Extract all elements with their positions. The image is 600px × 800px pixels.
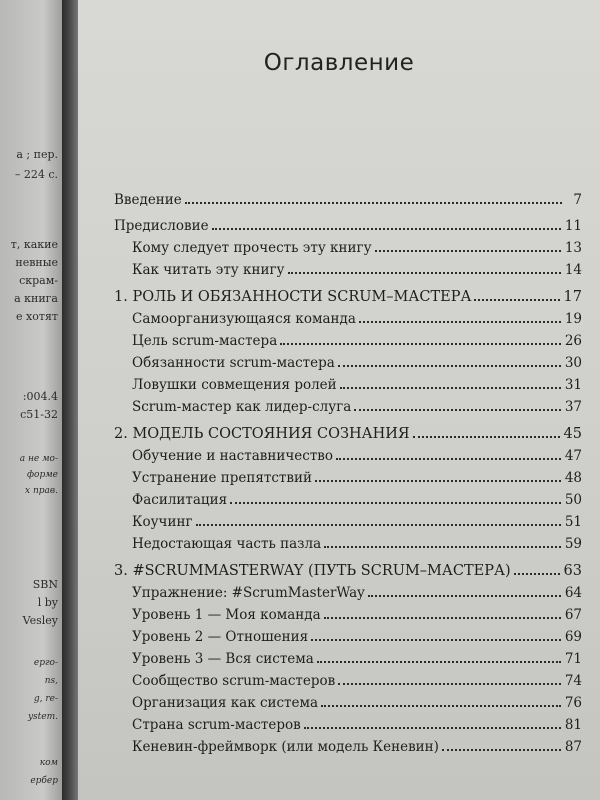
edge-fragment: Vesley bbox=[22, 614, 58, 627]
dot-leader bbox=[324, 617, 561, 619]
toc-entry-label: Кеневин-фреймворк (или модель Кеневин) bbox=[132, 739, 439, 755]
toc-entry bbox=[114, 212, 582, 234]
dot-leader bbox=[340, 387, 561, 389]
toc-page-number: 30 bbox=[564, 355, 582, 371]
previous-page-edge bbox=[0, 0, 62, 800]
toc-entry bbox=[114, 579, 582, 601]
edge-fragment: скрам- bbox=[19, 274, 58, 287]
dot-leader bbox=[317, 661, 561, 663]
edge-fragment: а книга bbox=[14, 292, 58, 305]
edge-fragment: :004.4 bbox=[22, 390, 58, 403]
toc-entry-label: Предисловие bbox=[114, 218, 209, 234]
dot-leader bbox=[196, 524, 561, 526]
dot-leader bbox=[368, 595, 561, 597]
edge-fragment: ком bbox=[39, 758, 58, 768]
edge-fragment: g, re- bbox=[33, 694, 58, 704]
edge-fragment: а не мо- bbox=[19, 454, 58, 464]
toc-entry bbox=[114, 327, 582, 349]
toc-page-number: 81 bbox=[564, 717, 582, 733]
toc-entry bbox=[114, 645, 582, 667]
toc-entry-label: Устранение препятствий bbox=[132, 470, 312, 486]
toc-entry-label: Цель scrum-мастера bbox=[132, 333, 278, 349]
dot-leader bbox=[514, 573, 560, 575]
toc-entry bbox=[114, 530, 582, 552]
toc-entry bbox=[114, 442, 582, 464]
page-title: Оглавление bbox=[263, 50, 415, 76]
toc-page-number: 7 bbox=[573, 192, 582, 208]
toc-entry-label: Коучинг bbox=[132, 514, 193, 530]
edge-fragment: невные bbox=[15, 256, 58, 269]
toc-entry-label: Самоорганизующаяся команда bbox=[132, 311, 356, 327]
edge-fragment: ystem. bbox=[27, 712, 58, 722]
toc-entry bbox=[114, 256, 582, 278]
toc-page-number: 67 bbox=[564, 607, 582, 623]
dot-leader bbox=[315, 480, 561, 482]
dot-leader bbox=[413, 436, 560, 438]
edge-fragment: ns, bbox=[44, 676, 58, 686]
toc-entry-label: Недостающая часть пазла bbox=[132, 536, 322, 552]
toc-page-number: 47 bbox=[564, 448, 582, 464]
dot-leader bbox=[230, 502, 561, 504]
toc-entry-label: Сообщество scrum-мастеров bbox=[132, 673, 336, 689]
toc-entry-label: 3. #SCRUMMASTERWAY (ПУТЬ SCRUM–МАСТЕРА) bbox=[114, 563, 511, 579]
toc-entry bbox=[114, 623, 582, 645]
dot-leader bbox=[324, 546, 561, 548]
toc-page-number: 50 bbox=[564, 492, 582, 508]
toc-entry bbox=[114, 508, 582, 530]
edge-fragment: ербер bbox=[30, 776, 58, 786]
toc-entry bbox=[114, 349, 582, 371]
toc-page-number: 11 bbox=[564, 218, 582, 234]
toc-entry-label: Организация как система bbox=[132, 695, 319, 711]
dot-leader bbox=[280, 343, 561, 345]
edge-fragment: ерго- bbox=[33, 658, 58, 668]
toc-page-number: 45 bbox=[563, 426, 582, 442]
toc-page-number: 17 bbox=[563, 289, 582, 305]
toc-entry-label: Упражнение: #ScrumMasterWay bbox=[132, 585, 365, 601]
toc-page-number: 59 bbox=[564, 536, 582, 552]
edge-fragment: т, какие bbox=[10, 238, 58, 251]
toc-entry-label: Фасилитация bbox=[132, 492, 228, 508]
edge-fragment: а ; пер. bbox=[16, 148, 58, 161]
toc-entry bbox=[114, 234, 582, 256]
toc-chapter-entry bbox=[114, 418, 582, 442]
toc-page-number: 51 bbox=[564, 514, 582, 530]
toc-entry-label: Уровень 3 — Вся система bbox=[132, 651, 314, 667]
edge-fragment: l by bbox=[37, 596, 58, 609]
toc-chapter-entry bbox=[114, 555, 582, 579]
toc-entry bbox=[114, 186, 582, 208]
dot-leader bbox=[474, 299, 559, 301]
edge-fragment: х прав. bbox=[25, 486, 58, 496]
edge-fragment: – 224 с. bbox=[14, 168, 58, 181]
toc-entry bbox=[114, 464, 582, 486]
toc-page-number: 48 bbox=[564, 470, 582, 486]
edge-fragment: е хотят bbox=[16, 310, 58, 323]
toc-page-number: 69 bbox=[564, 629, 582, 645]
toc-entry-label: Страна scrum-мастеров bbox=[132, 717, 301, 733]
book-gutter bbox=[62, 0, 78, 800]
toc-entry-label: Обязанности scrum-мастера bbox=[132, 355, 335, 371]
dot-leader bbox=[359, 321, 561, 323]
dot-leader bbox=[288, 272, 561, 274]
toc-chapter-entry bbox=[114, 281, 582, 305]
toc-entry-label: Уровень 1 — Моя команда bbox=[132, 607, 321, 623]
toc-page-number: 14 bbox=[564, 262, 582, 278]
toc-page-number: 76 bbox=[564, 695, 582, 711]
toc-entry bbox=[114, 486, 582, 508]
toc-page-number: 19 bbox=[564, 311, 582, 327]
toc-entry-label: 2. МОДЕЛЬ СОСТОЯНИЯ СОЗНАНИЯ bbox=[114, 426, 410, 442]
toc-page-number: 37 bbox=[564, 399, 582, 415]
toc-entry bbox=[114, 305, 582, 327]
dot-leader bbox=[185, 202, 562, 204]
toc-page-number: 26 bbox=[564, 333, 582, 349]
toc-entry bbox=[114, 689, 582, 711]
toc-page-number: 63 bbox=[563, 563, 582, 579]
toc-page-number: 64 bbox=[564, 585, 582, 601]
toc-page-number: 31 bbox=[564, 377, 582, 393]
toc-entry bbox=[114, 601, 582, 623]
dot-leader bbox=[354, 409, 560, 411]
toc-entry bbox=[114, 711, 582, 733]
toc-page-number: 87 bbox=[564, 739, 582, 755]
toc-entry-label: Обучение и наставничество bbox=[132, 448, 334, 464]
toc-entry bbox=[114, 733, 582, 755]
toc-list bbox=[114, 186, 582, 755]
dot-leader bbox=[212, 228, 561, 230]
dot-leader bbox=[375, 250, 561, 252]
dot-leader bbox=[311, 639, 561, 641]
toc-page-number: 13 bbox=[564, 240, 582, 256]
toc-entry-label: Уровень 2 — Отношения bbox=[132, 629, 309, 645]
edge-fragment: форме bbox=[26, 470, 58, 480]
toc-page bbox=[78, 0, 600, 800]
dot-leader bbox=[338, 365, 561, 367]
toc-entry bbox=[114, 371, 582, 393]
toc-entry-label: Ловушки совмещения ролей bbox=[132, 377, 337, 393]
edge-fragment: SBN bbox=[32, 578, 58, 591]
edge-fragment: с51-32 bbox=[20, 408, 58, 421]
toc-entry-label: Кому следует прочесть эту книгу bbox=[132, 240, 372, 256]
toc-entry-label: Scrum-мастер как лидер-слуга bbox=[132, 399, 352, 415]
toc-entry bbox=[114, 393, 582, 415]
toc-page-number: 71 bbox=[564, 651, 582, 667]
toc-page-number: 74 bbox=[564, 673, 582, 689]
dot-leader bbox=[321, 705, 561, 707]
dot-leader bbox=[304, 727, 561, 729]
dot-leader bbox=[338, 683, 561, 685]
dot-leader bbox=[336, 458, 561, 460]
toc-entry-label: 1. РОЛЬ И ОБЯЗАННОСТИ SCRUM–МАСТЕРА bbox=[114, 289, 472, 305]
dot-leader bbox=[442, 749, 561, 751]
toc-entry-label: Как читать эту книгу bbox=[132, 262, 285, 278]
toc-entry bbox=[114, 667, 582, 689]
toc-entry-label: Введение bbox=[114, 192, 182, 208]
